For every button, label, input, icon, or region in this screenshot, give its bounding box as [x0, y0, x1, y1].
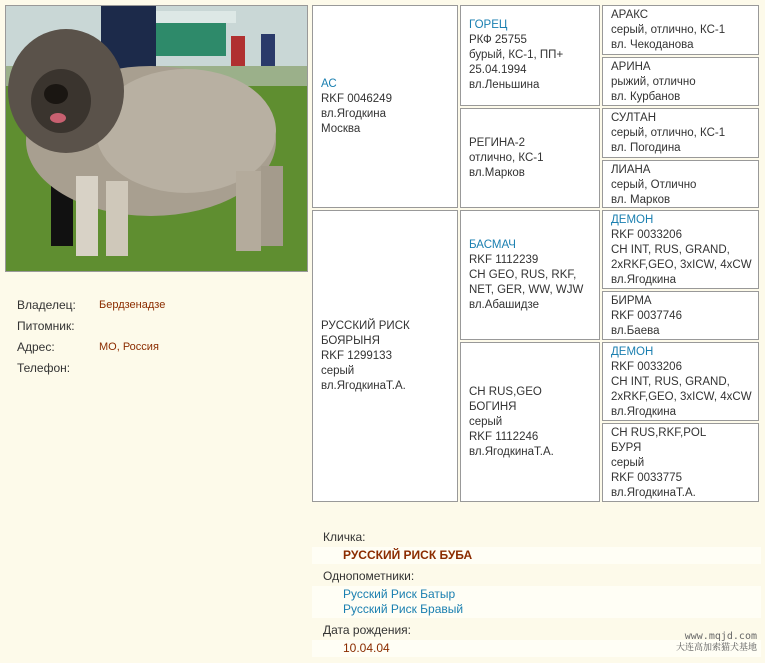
- pedigree-dsd: [602, 291, 759, 340]
- sire-line-2: Москва: [321, 122, 361, 135]
- watermark-caption: 大连高加索猫犬基地: [675, 642, 757, 652]
- dss-line-2: 2xRKF,GEO, 3xICW, 4xCW: [611, 259, 752, 271]
- dds-line-0: RKF 0033206: [611, 361, 682, 373]
- dds-name-link[interactable]: ДЕМОН: [611, 346, 654, 358]
- dsd-line-1: RKF 0037746: [611, 310, 682, 322]
- dob-label: Дата рождения:: [323, 623, 411, 637]
- dam-line-3: серый: [321, 364, 355, 377]
- sd-line-0: РЕГИНА-2: [469, 136, 526, 149]
- ss-name-link[interactable]: ГОРЕЦ: [469, 19, 508, 31]
- dd-line-1: БОГИНЯ: [469, 400, 517, 413]
- sss-line-0: АРАКС: [611, 9, 649, 21]
- ss-line-3: вл.Леньшина: [469, 79, 540, 91]
- dsd-line-2: вл.Баева: [611, 325, 660, 337]
- dd-line-0: CH RUS,GEO: [469, 385, 542, 398]
- pedigree-dam: [312, 210, 458, 502]
- dog-photo: [5, 5, 308, 272]
- address-value[interactable]: МО, Россия: [99, 340, 159, 353]
- sire-line-1: вл.Ягодкина: [321, 107, 387, 120]
- dam-line-4: вл.ЯгодкинаТ.А.: [321, 379, 406, 392]
- pedigree-sire-dam: [460, 108, 600, 208]
- dds-line-3: вл.Ягодкина: [611, 406, 677, 418]
- dss-name-link[interactable]: ДЕМОН: [611, 214, 654, 226]
- ds-line-2: NET, GER, WW, WJW: [469, 284, 584, 296]
- dd-line-3: RKF 1112246: [469, 430, 539, 443]
- owner-info: [17, 294, 165, 378]
- pedigree-sdd: [602, 160, 759, 208]
- dss-line-0: RKF 0033206: [611, 229, 682, 241]
- dss-line-3: вл.Ягодкина: [611, 274, 677, 286]
- pedigree-sire-sire: [460, 5, 600, 106]
- dob-value: 10.04.04: [343, 641, 390, 655]
- ds-name-link[interactable]: БАСМАЧ: [469, 239, 516, 251]
- pedigree-ssd: [602, 57, 759, 106]
- dds-line-1: CH INT, RUS, GRAND,: [611, 376, 730, 388]
- dsd-line-0: БИРМА: [611, 295, 652, 307]
- sd-line-1: отлично, КС-1: [469, 151, 544, 164]
- watermark-url: www.mqjd.com: [684, 631, 757, 642]
- owner-label: Владелец:: [17, 297, 76, 312]
- owner-value: Бердзенадзе: [99, 298, 166, 311]
- ds-line-0: RKF 1112239: [469, 254, 539, 266]
- dam-line-2: RKF 1299133: [321, 349, 392, 362]
- ds-line-3: вл.Абашидзе: [469, 299, 540, 311]
- pedigree-dss: [602, 210, 759, 289]
- litter-list: [312, 586, 761, 618]
- dog-name: РУССКИЙ РИСК БУБА: [343, 548, 473, 562]
- ddd-line-3: RKF 0033775: [611, 472, 682, 484]
- sdd-line-2: вл. Марков: [611, 194, 671, 206]
- ssd-line-2: вл. Курбанов: [611, 91, 681, 103]
- ssd-line-1: рыжий, отлично: [611, 76, 696, 88]
- pedigree-sss: [602, 5, 759, 55]
- sdd-line-0: ЛИАНА: [611, 164, 651, 176]
- pedigree-dam-dam: [460, 342, 600, 502]
- owner-row: [17, 294, 165, 315]
- ddd-line-4: вл.ЯгодкинаТ.А.: [611, 487, 696, 499]
- pedigree-ddd: [602, 423, 759, 502]
- ds-line-1: CH GEO, RUS, RKF,: [469, 269, 577, 281]
- dam-line-1: БОЯРЫНЯ: [321, 334, 380, 347]
- kennel-row: [17, 315, 165, 336]
- sds-line-1: серый, отлично, КС-1: [611, 127, 726, 139]
- sdd-line-1: серый, Отлично: [611, 179, 697, 191]
- sire-name-link[interactable]: АС: [321, 77, 337, 90]
- ssd-line-0: АРИНА: [611, 61, 651, 73]
- ddd-line-1: БУРЯ: [611, 442, 642, 454]
- phone-label: Телефон:: [17, 360, 71, 375]
- pedigree-dds: [602, 342, 759, 421]
- littermate-link[interactable]: Русский Риск Бравый: [343, 602, 464, 616]
- sds-line-2: вл. Погодина: [611, 142, 681, 154]
- name-label: Кличка:: [323, 530, 366, 544]
- phone-row: [17, 357, 165, 378]
- ss-line-2: 25.04.1994: [469, 64, 527, 76]
- watermark: [676, 631, 757, 653]
- pedigree-sire: [312, 5, 458, 208]
- name-value-row: [312, 547, 761, 564]
- dog-photo-illustration: [6, 6, 307, 271]
- ss-line-1: бурый, КС-1, ПП+: [469, 49, 564, 61]
- sire-line-0: RKF 0046249: [321, 92, 392, 105]
- litter-label: Однопометники:: [323, 569, 415, 583]
- ddd-line-2: серый: [611, 457, 645, 469]
- sds-line-0: СУЛТАН: [611, 112, 657, 124]
- littermate-link[interactable]: Русский Риск Батыр: [343, 587, 456, 601]
- dam-line-0: РУССКИЙ РИСК: [321, 319, 410, 332]
- dd-line-4: вл.ЯгодкинаТ.А.: [469, 445, 554, 458]
- pedigree-table: [312, 5, 761, 502]
- sss-line-2: вл. Чекоданова: [611, 39, 694, 51]
- ss-line-0: РКФ 25755: [469, 34, 527, 46]
- pedigree-dam-sire: [460, 210, 600, 340]
- pedigree-sds: [602, 108, 759, 158]
- address-row: [17, 336, 165, 357]
- kennel-label: Питомник:: [17, 318, 75, 333]
- sd-line-2: вл.Марков: [469, 166, 525, 179]
- dd-line-2: серый: [469, 415, 503, 428]
- sss-line-1: серый, отлично, КС-1: [611, 24, 726, 36]
- ddd-line-0: CH RUS,RKF,POL: [611, 427, 707, 439]
- address-label: Адрес:: [17, 339, 55, 354]
- dss-line-1: CH INT, RUS, GRAND,: [611, 244, 730, 256]
- dds-line-2: 2xRKF,GEO, 3xICW, 4xCW: [611, 391, 752, 403]
